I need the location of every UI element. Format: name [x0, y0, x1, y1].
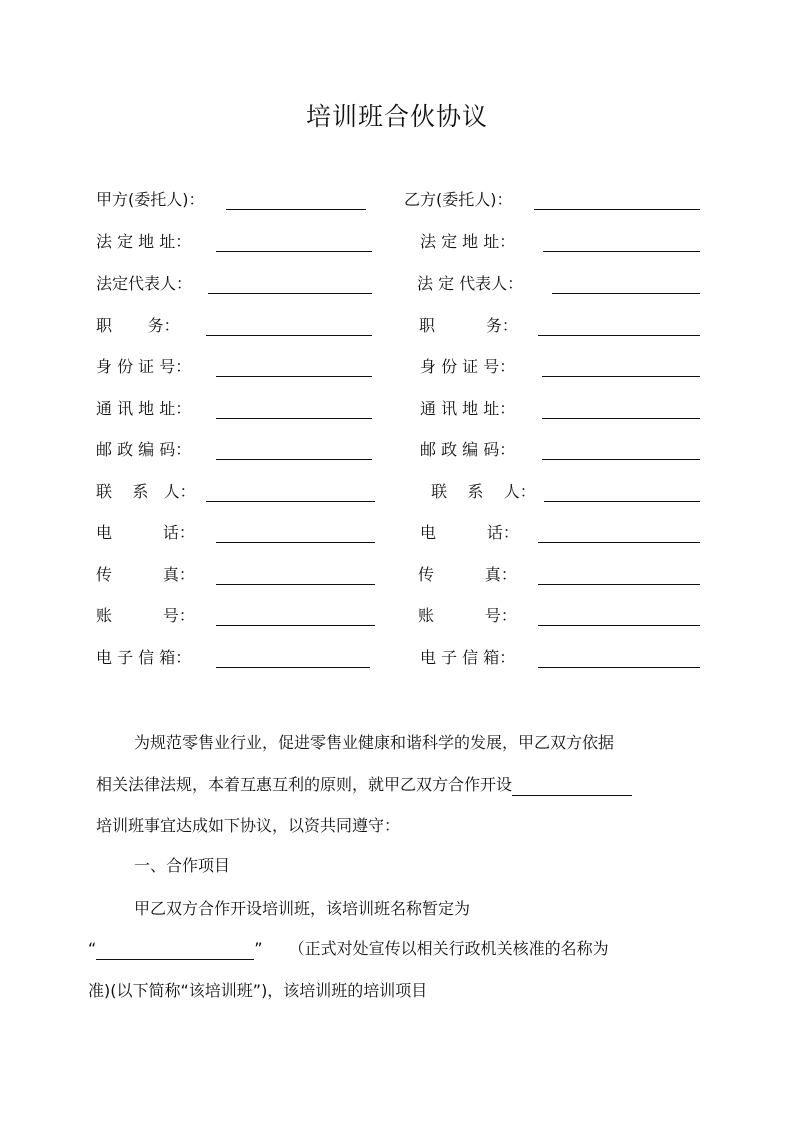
project-name-blank[interactable] [512, 777, 632, 796]
party-b-field-row [419, 315, 700, 341]
party-a-field-label: 法定代表人： [96, 274, 193, 293]
party-b-field-row [417, 273, 700, 299]
party-a-field-blank[interactable] [216, 459, 372, 460]
party-b-field-row [420, 356, 700, 382]
party-a-field-blank[interactable] [216, 625, 375, 626]
party-a-field-label: 电 子 信 箱： [96, 648, 192, 667]
party-a-field-blank[interactable] [216, 584, 375, 585]
party-b-field-label: 职 务： [419, 316, 518, 335]
party-a-field-blank[interactable] [216, 418, 372, 419]
party-b-field-blank[interactable] [552, 293, 700, 294]
party-a-field-label: 传 真： [96, 565, 195, 584]
party-a-field-row [96, 398, 372, 424]
party-a-field-row [96, 481, 375, 507]
party-a-field-blank[interactable] [216, 251, 372, 252]
party-b-field-blank[interactable] [534, 209, 700, 210]
party-b-field-row [420, 231, 700, 257]
party-b-field-blank[interactable] [542, 459, 700, 460]
paragraph-1-line-3: 培训班事宜达成如下协议，以资共同遵守： [96, 816, 401, 835]
party-a-field-row [96, 439, 372, 465]
party-a-field-label: 账 号： [96, 606, 195, 625]
party-b-field-label: 电 子 信 箱： [420, 648, 516, 667]
party-b-field-label: 法 定 地 址： [420, 232, 516, 251]
party-b-field-label: 乙方(委托人)： [404, 190, 513, 209]
party-b-field-blank[interactable] [538, 584, 700, 585]
party-b-field-row [420, 398, 700, 424]
party-a-field-label: 身 份 证 号： [96, 357, 192, 376]
party-a-field-blank[interactable] [226, 209, 366, 210]
party-a-field-row [96, 564, 375, 590]
party-b-field-label: 法 定 代表人： [417, 274, 524, 293]
party-b-field-row [420, 647, 700, 673]
party-a-field-row [96, 647, 370, 673]
party-a-field-label: 邮 政 编 码： [96, 440, 192, 459]
party-b-field-blank[interactable] [538, 542, 700, 543]
party-b-field-label: 联 系 人： [426, 482, 536, 501]
paragraph-1-line-2 [96, 774, 632, 796]
paragraph-1-line-2-text: 相关法律法规，本着互惠互利的原则，就甲乙双方合作开设 [96, 775, 513, 794]
party-b-field-blank[interactable] [544, 501, 700, 502]
party-b-field-blank[interactable] [538, 667, 700, 668]
party-b-field-label: 身 份 证 号： [420, 357, 516, 376]
party-a-field-row [96, 522, 375, 548]
close-quote: ” [254, 939, 263, 958]
party-a-field-blank[interactable] [206, 501, 375, 502]
party-a-field-label: 甲方(委托人)： [96, 190, 205, 209]
party-b-field-row [418, 605, 700, 631]
party-a-field-label: 联 系 人： [96, 482, 196, 501]
party-a-field-row [96, 273, 372, 299]
party-b-field-row [418, 564, 700, 590]
party-b-field-label: 通 讯 地 址： [420, 399, 516, 418]
party-a-field-blank[interactable] [208, 293, 372, 294]
party-a-field-row [96, 356, 372, 382]
party-a-field-label: 电 话： [96, 523, 195, 542]
party-a-field-blank[interactable] [216, 542, 375, 543]
party-b-field-row [404, 189, 700, 215]
party-b-field-blank[interactable] [538, 335, 700, 336]
document-title: 培训班合伙协议 [305, 102, 488, 131]
party-b-field-row [420, 522, 700, 548]
party-a-field-label: 通 讯 地 址： [96, 399, 192, 418]
party-a-field-row [96, 231, 372, 257]
paragraph-2-line-1: 甲乙双方合作开设培训班，该培训班名称暂定为 [134, 899, 471, 918]
party-b-field-blank[interactable] [542, 376, 700, 377]
party-a-field-blank[interactable] [206, 335, 372, 336]
paragraph-2-line-2-text: （正式对处宣传以相关行政机关核准的名称为 [288, 939, 609, 958]
party-b-field-label: 邮 政 编 码： [420, 440, 516, 459]
party-b-field-label: 传 真： [418, 565, 517, 584]
paragraph-1-line-1: 为规范零售业行业，促进零售业健康和谐科学的发展，甲乙双方依据 [134, 733, 615, 752]
open-quote: “ [88, 939, 97, 958]
section-1-heading: 一、合作项目 [134, 856, 231, 875]
party-b-field-row [420, 439, 700, 465]
party-b-field-label: 电 话： [420, 523, 519, 542]
party-a-field-row [96, 315, 372, 341]
party-a-field-row [96, 605, 375, 631]
party-b-field-blank[interactable] [543, 251, 700, 252]
party-b-field-row [426, 481, 700, 507]
party-a-field-blank[interactable] [216, 376, 372, 377]
party-a-field-blank[interactable] [216, 667, 370, 668]
party-b-field-blank[interactable] [538, 625, 700, 626]
party-b-field-label: 账 号： [418, 606, 517, 625]
party-a-field-label: 职 务： [96, 316, 180, 335]
paragraph-2-line-2 [88, 938, 609, 960]
party-a-field-label: 法 定 地 址： [96, 232, 192, 251]
party-b-field-blank[interactable] [542, 418, 700, 419]
paragraph-2-line-3: 准)(以下简称“该培训班”)，该培训班的培训项目 [88, 981, 428, 1000]
training-class-name-blank[interactable] [96, 941, 254, 960]
party-a-field-row [96, 189, 366, 215]
